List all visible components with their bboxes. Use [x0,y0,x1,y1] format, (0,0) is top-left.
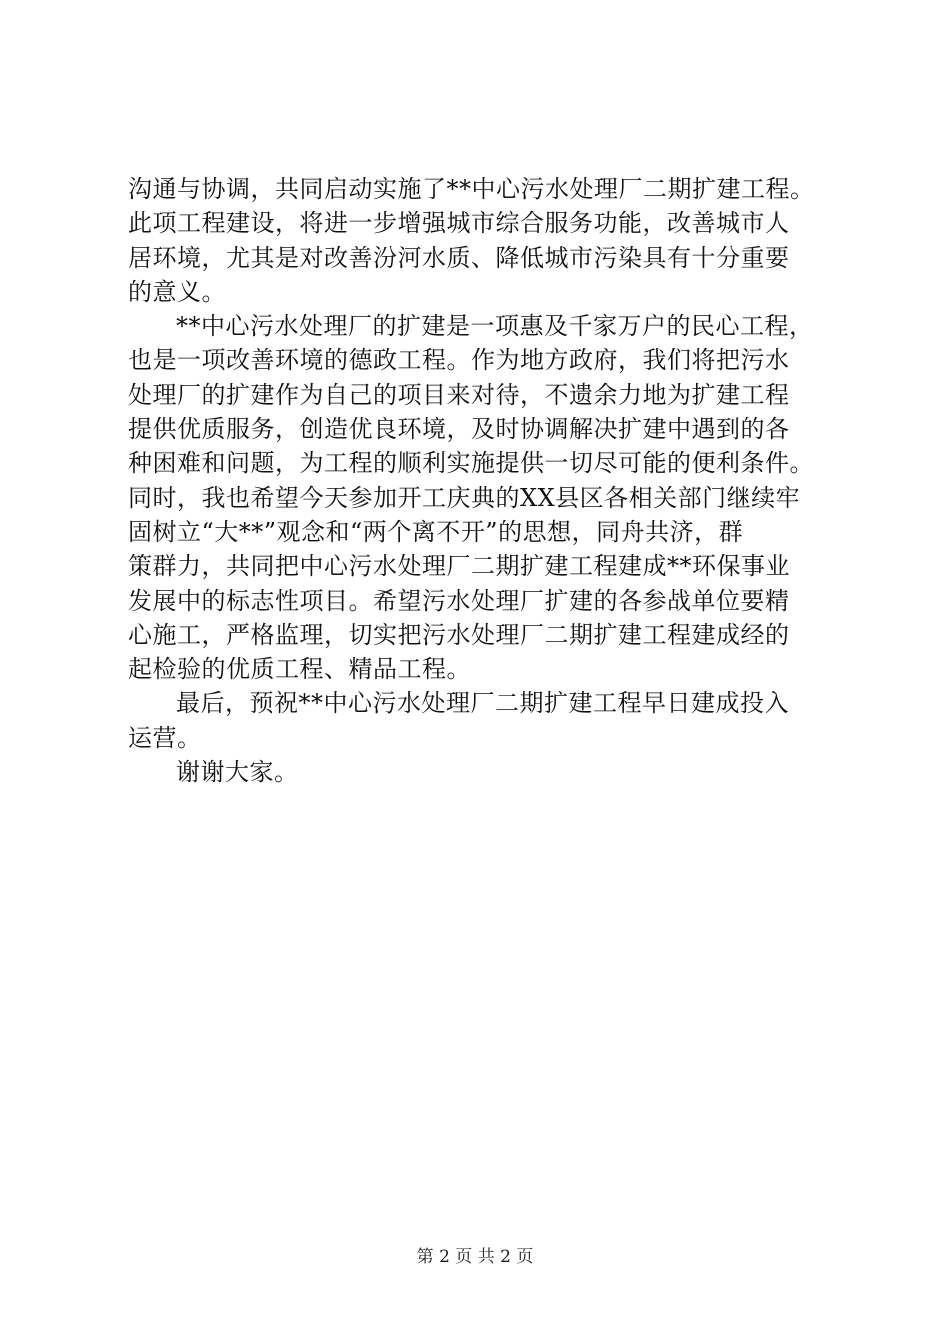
text-line: 种困难和问题，为工程的顺利实施提供一切尽可能的便利条件。 [128,449,814,478]
document-body [128,172,838,789]
text-line: 同时，我也希望今天参加开工庆典的XX县区各相关部门继续牢 [128,483,801,512]
text-line: 也是一项改善环境的德政工程。作为地方政府，我们将把污水 [128,346,790,375]
text-line: 沟通与协调，共同启动实施了**中心污水处理厂二期扩建工程。 [128,175,815,203]
text-line: 运营。 [128,723,202,752]
text-line: 策群力，共同把中心污水处理厂二期扩建工程建成**环保事业 [128,552,790,581]
paragraph-start-line: **中心污水处理厂的扩建是一项惠及千家万户的民心工程， [176,312,814,341]
text-line: 的意义。 [128,277,226,306]
page-footer: 第 2 页 共 2 页 [416,1247,534,1267]
paragraph-start-line: 最后，预祝**中心污水处理厂二期扩建工程早日建成投入 [176,689,789,718]
text-line: 起检验的优质工程、精品工程。 [128,655,471,684]
text-line: 此项工程建设，将进一步增强城市综合服务功能，改善城市人 [128,209,790,238]
text-line: 处理厂的扩建作为自己的项目来对待，不遗余力地为扩建工程 [128,380,790,409]
text-line: 提供优质服务，创造优良环境，及时协调解决扩建中遇到的各 [128,415,790,444]
text-line: 心施工，严格监理，切实把污水处理厂二期扩建工程建成经的 [128,620,790,649]
text-line: 发展中的标志性项目。希望污水处理厂扩建的各参战单位要精 [128,586,790,615]
closing-line: 谢谢大家。 [176,758,299,787]
text-line: 居环境，尤其是对改善汾河水质、降低城市污染具有十分重要 [128,243,790,272]
text-line: 固树立“大**”观念和“两个离不开”的思想，同舟共济，群 [128,517,744,546]
